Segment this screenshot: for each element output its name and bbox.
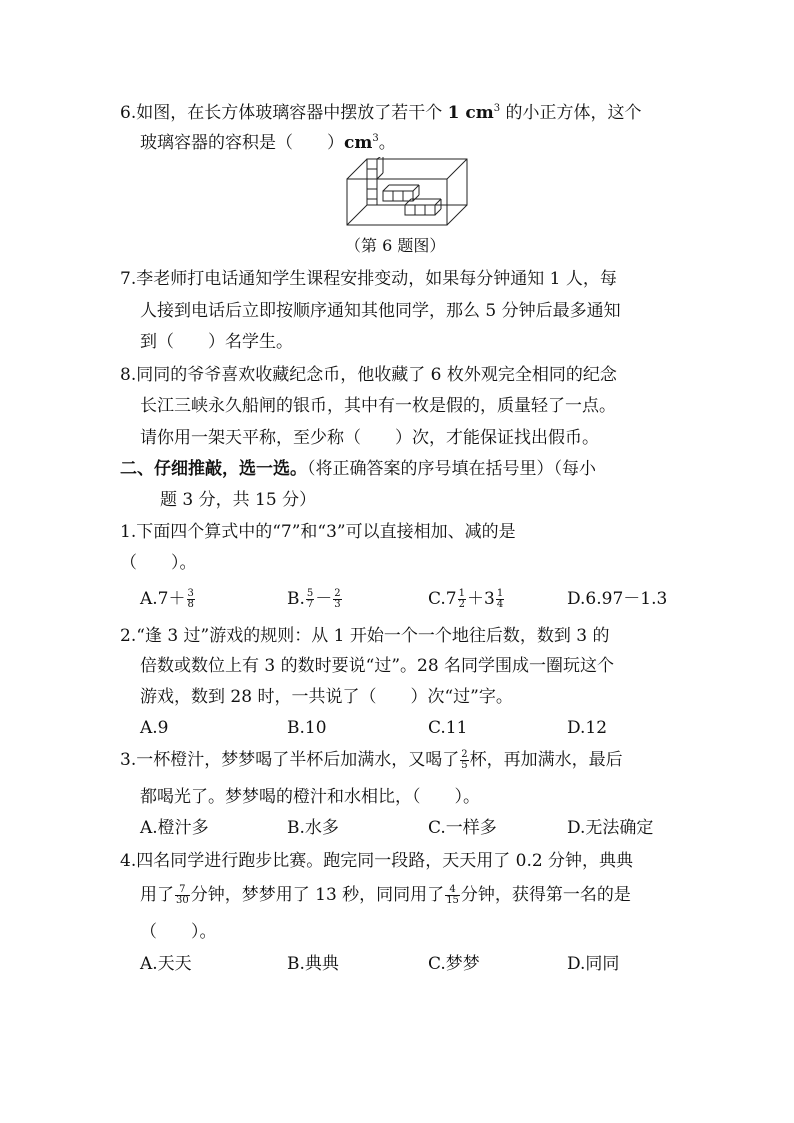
s3-text: 3.一杯橙汁，梦梦喝了半杯后加满水，又喝了 <box>120 750 460 770</box>
frac-den: 4 <box>496 599 504 610</box>
s3-line1 <box>120 749 623 771</box>
s2-option-c: C.11 <box>428 718 468 738</box>
s4-line1: 4.四名同学进行跑步比赛。跑完同一段路，天天用了 0.2 分钟，典典 <box>120 851 634 871</box>
s3-option-b: B.水多 <box>287 818 339 838</box>
s3-line2: 都喝光了。梦梦喝的橙汁和水相比，（ ）。 <box>140 787 480 807</box>
frac-num: 2 <box>461 749 468 760</box>
s1-b-frac2 <box>333 589 341 610</box>
frac-den: 2 <box>458 599 465 610</box>
q6-unit: 1 cm <box>447 103 494 123</box>
frac-den: 7 <box>306 599 314 610</box>
s1-line2: （ ）。 <box>120 553 197 573</box>
q6-line2 <box>140 128 396 154</box>
s1-c-frac1 <box>458 589 466 610</box>
s3-option-d: D.无法确定 <box>567 818 654 838</box>
q6-exp: 3 <box>493 103 501 114</box>
s4-line3: （ ）。 <box>140 922 217 942</box>
q6-line1 <box>120 98 642 124</box>
q6-exp2: 3 <box>372 133 379 144</box>
s2-option-d: D.12 <box>567 718 608 738</box>
s4-frac1 <box>175 885 190 906</box>
q6-text2: 玻璃容器的容积是（ ） <box>140 133 344 153</box>
section2-title: 二、仔细推敲，选一选。 <box>120 459 307 479</box>
s1-c-text: C.7 <box>428 589 457 609</box>
frac-num: 3 <box>187 588 194 599</box>
s1-b-frac1 <box>306 589 314 610</box>
s1-b-text: B. <box>287 589 305 609</box>
q6-text2-end: 。 <box>378 133 396 153</box>
q8-line3: 请你用一架天平称，至少称（ ）次，才能保证找出假币。 <box>140 428 599 448</box>
q7-line3: 到（ ）名学生。 <box>140 332 293 352</box>
box-back-face <box>367 159 467 205</box>
frac-num: 7 <box>175 885 190 896</box>
s2-option-b: B.10 <box>287 718 327 738</box>
section2-header <box>120 458 596 480</box>
s4-option-c: C.梦梦 <box>428 954 480 974</box>
s1-line1: 1.下面四个算式中的“7”和“3”可以直接相加、减的是 <box>120 522 516 542</box>
s1-option-a <box>140 588 196 610</box>
s1-option-d: D.6.97－1.3 <box>567 589 668 609</box>
s3-text-end: 杯，再加满水，最后 <box>469 750 623 770</box>
s1-a-text: A.7＋ <box>140 589 186 609</box>
s3-frac <box>460 750 468 771</box>
q8-line1: 8.同同的爷爷喜欢收藏纪念币，他收藏了 6 枚外观完全相同的纪念 <box>120 365 617 385</box>
s2-line3: 游戏，数到 28 时，一共说了（ ）次“过”字。 <box>140 687 513 707</box>
frac-den: 15 <box>446 895 459 906</box>
frac-den: 30 <box>176 895 189 906</box>
s2-line1: 2.“逢 3 过”游戏的规则：从 1 开始一个一个地往后数，数到 3 的 <box>120 626 610 646</box>
q6-unit2: cm <box>344 133 373 153</box>
s4-frac2 <box>445 885 460 906</box>
s4-line2 <box>140 884 631 906</box>
s2-option-a: A.9 <box>140 718 169 738</box>
q6-text-end: 的小正方体，这个 <box>500 103 642 123</box>
q6-text: 6.如图，在长方体玻璃容器中摆放了若干个 <box>120 103 448 123</box>
frac-num: 2 <box>334 588 341 599</box>
s2-line2: 倍数或数位上有 3 的数时要说“过”。28 名同学围成一圈玩这个 <box>140 656 615 676</box>
box-front-face <box>347 179 447 225</box>
s1-c-op: ＋3 <box>467 589 495 609</box>
section2-score: 题 3 分，共 15 分） <box>160 490 317 510</box>
q6-caption: （第 6 题图） <box>345 236 446 255</box>
s4-text-end: 分钟，获得第一名的是 <box>460 885 631 905</box>
s1-a-frac <box>187 589 195 610</box>
q7-line1: 7.李老师打电话通知学生课程安排变动，如果每分钟通知 1 人，每 <box>120 269 617 289</box>
frac-num: 1 <box>458 588 465 599</box>
section2-instructions: （将正确答案的序号填在括号里）（每小 <box>307 459 596 479</box>
frac-num: 5 <box>306 588 314 599</box>
frac-num: 1 <box>496 588 504 599</box>
s4-text: 用了 <box>140 885 174 905</box>
frac-den: 5 <box>461 760 468 771</box>
s3-option-a: A.橙汁多 <box>140 818 209 838</box>
s3-option-c: C.一样多 <box>428 818 497 838</box>
frac-num: 4 <box>445 885 460 896</box>
s4-option-a: A.天天 <box>140 954 192 974</box>
q6-box-figure <box>345 157 470 229</box>
s1-b-op: － <box>315 589 333 609</box>
q7-line2: 人接到电话后立即按顺序通知其他同学，那么 5 分钟后最多通知 <box>140 301 621 321</box>
q8-line2: 长江三峡永久船闸的银币，其中有一枚是假的，质量轻了一点。 <box>140 396 616 416</box>
frac-den: 3 <box>334 599 341 610</box>
s4-option-b: B.典典 <box>287 954 339 974</box>
frac-den: 8 <box>187 599 194 610</box>
s1-option-b <box>287 588 343 610</box>
s1-c-frac2 <box>496 589 504 610</box>
s4-text-mid: 分钟，梦梦用了 13 秒，同同用了 <box>190 885 445 905</box>
s4-option-d: D.同同 <box>567 954 620 974</box>
s1-option-c <box>428 588 505 610</box>
